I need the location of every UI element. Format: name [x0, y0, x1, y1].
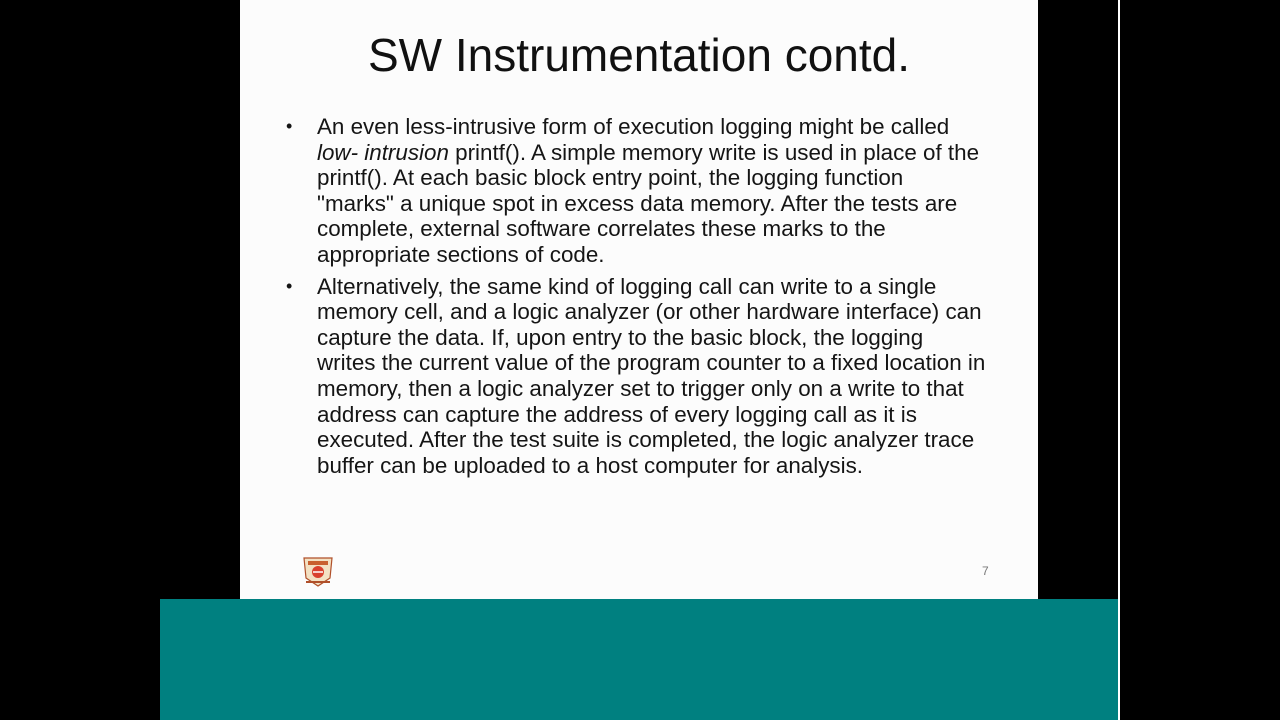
- institution-seal-icon: [300, 552, 336, 588]
- bullet-text-end: printf(). A simple memory write is used in place of the printf(). At each basic block entry point, the logging function "marks" a unique spot in excess data memory. After the tests are complete, external software correlates these marks to the appropriate sections of code.: [317, 139, 980, 267]
- bullet-item: [286, 114, 986, 268]
- bullet-dot-icon: •: [286, 275, 293, 296]
- bullet-text-start: An even less-intrusive form of execution logging might be called: [317, 114, 950, 139]
- presentation-slide: [240, 0, 1038, 599]
- bullet-text-italic: low- intrusion: [317, 139, 449, 165]
- bullet-list: [286, 114, 986, 484]
- slide-title: SW Instrumentation contd.: [367, 29, 911, 81]
- right-divider: [1118, 0, 1120, 720]
- slide-number: 7: [982, 564, 989, 578]
- bullet-dot-icon: •: [286, 116, 293, 136]
- teal-footer-bar: [160, 599, 1118, 720]
- left-letterbox: [160, 0, 240, 600]
- bullet-text: Alternatively, the same kind of logging call can write to a single memory cell, and a logic analyzer (or other hardware interface) can capture the data. If, upon entry to the basic block, the logging writes the current value of the program counter to a fixed location in memory, then a logic analyzer set to trigger only on a write to that address can capture the address of every logging call as it is executed. After the test suite is completed, the logic analyzer trace buffer can be uploaded to a host computer for analysis.: [317, 273, 986, 478]
- bullet-item: [286, 274, 986, 479]
